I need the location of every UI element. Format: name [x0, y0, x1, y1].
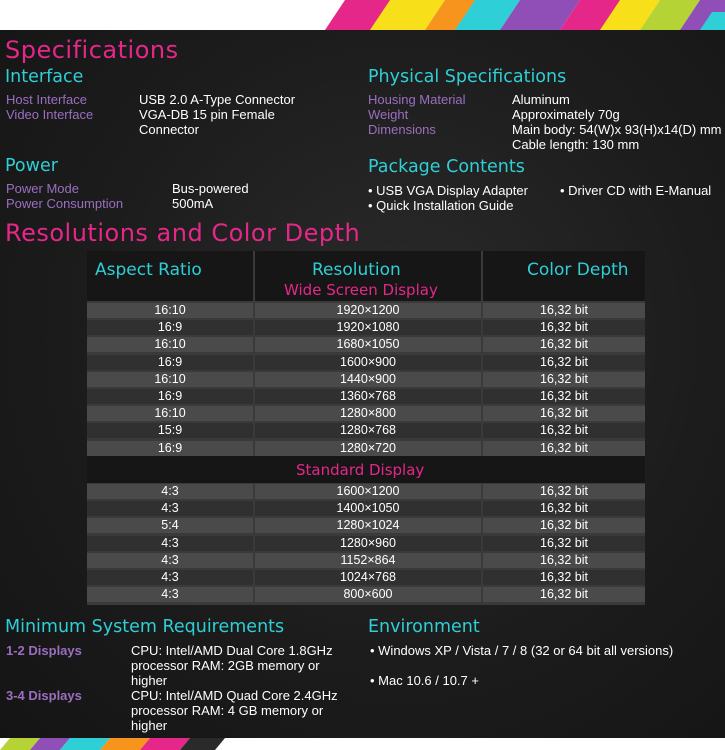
displays-1-2-label: 1-2 Displays	[6, 643, 82, 658]
table-row	[87, 337, 645, 352]
weight-label: Weight	[368, 107, 409, 122]
resolution-cell: 1440×900	[255, 372, 481, 387]
color-depth-cell: 16,32 bit	[483, 423, 645, 438]
aspect-ratio-cell: 16:10	[87, 303, 253, 318]
displays-3-4-label: 3-4 Displays	[6, 688, 82, 703]
aspect-ratio-cell: 4:3	[87, 484, 253, 499]
color-depth-cell: 16,32 bit	[483, 484, 645, 499]
color-depth-cell: 16,32 bit	[483, 389, 645, 404]
color-depth-header: Color Depth	[527, 260, 629, 280]
color-depth-cell: 16,32 bit	[483, 406, 645, 421]
table-row	[87, 406, 645, 421]
resolution-cell: 1680×1050	[255, 337, 481, 352]
host-interface-label: Host Interface	[6, 92, 87, 107]
resolution-table	[87, 251, 645, 605]
resolution-cell: 1152×864	[255, 553, 481, 568]
resolution-cell: 1280×800	[255, 406, 481, 421]
power-consumption-label: Power Consumption	[6, 196, 124, 211]
power-consumption-value: 500mA	[172, 196, 214, 211]
package-item-usb-adapter: • USB VGA Display Adapter	[368, 183, 528, 198]
aspect-ratio-cell: 4:3	[87, 501, 253, 516]
displays-1-2-req-line1: CPU: Intel/AMD Dual Core 1.8GHz	[131, 643, 333, 658]
aspect-ratio-cell: 16:9	[87, 320, 253, 335]
housing-material-value: Aluminum	[512, 92, 570, 107]
physical-specifications-heading: Physical Specifications	[368, 67, 567, 87]
aspect-ratio-cell: 4:3	[87, 570, 253, 585]
resolution-cell: 1920×1080	[255, 320, 481, 335]
standard-display-section-title: Standard Display	[296, 461, 425, 479]
resolution-cell: 1920×1200	[255, 303, 481, 318]
displays-3-4-req-line2: processor RAM: 4 GB memory or	[131, 703, 324, 718]
color-depth-cell: 16,32 bit	[483, 355, 645, 370]
wide-screen-section-title: Wide Screen Display	[284, 281, 438, 299]
table-header-aspect-ratio	[87, 251, 253, 301]
aspect-ratio-header: Aspect Ratio	[95, 260, 202, 280]
host-interface-value: USB 2.0 A-Type Connector	[139, 92, 296, 107]
table-row	[87, 372, 645, 387]
displays-1-2-req-line2: processor RAM: 2GB memory or	[131, 658, 320, 673]
table-row	[87, 389, 645, 404]
displays-3-4-req-line1: CPU: Intel/AMD Quad Core 2.4GHz	[131, 688, 338, 703]
housing-material-label: Housing Material	[368, 92, 466, 107]
package-item-quick-guide: • Quick Installation Guide	[368, 198, 514, 213]
aspect-ratio-cell: 16:9	[87, 441, 253, 456]
table-row	[87, 501, 645, 516]
environment-windows: • Windows XP / Vista / 7 / 8 (32 or 64 bit all versions)	[370, 643, 674, 658]
video-interface-value-line2: Connector	[139, 122, 199, 137]
standard-display-band	[87, 456, 645, 483]
table-row	[87, 518, 645, 533]
package-item-driver-cd: • Driver CD with E-Manual	[560, 183, 712, 198]
resolution-cell: 1360×768	[255, 389, 481, 404]
table-row	[87, 570, 645, 585]
power-heading: Power	[5, 156, 58, 176]
resolution-cell: 1280×768	[255, 423, 481, 438]
bottom-stripe-banner	[0, 738, 725, 750]
aspect-ratio-cell: 16:10	[87, 372, 253, 387]
dimensions-label: Dimensions	[368, 122, 436, 137]
interface-heading: Interface	[5, 67, 84, 87]
color-depth-cell: 16,32 bit	[483, 303, 645, 318]
aspect-ratio-cell: 15:9	[87, 423, 253, 438]
aspect-ratio-cell: 5:4	[87, 518, 253, 533]
color-depth-cell: 16,32 bit	[483, 441, 645, 456]
table-row	[87, 536, 645, 551]
dimensions-value-line2: Cable length: 130 mm	[512, 137, 640, 152]
aspect-ratio-cell: 4:3	[87, 587, 253, 602]
color-depth-cell: 16,32 bit	[483, 372, 645, 387]
color-depth-cell: 16,32 bit	[483, 518, 645, 533]
resolution-cell: 1400×1050	[255, 501, 481, 516]
minimum-requirements-heading: Minimum System Requirements	[5, 617, 285, 637]
color-depth-cell: 16,32 bit	[483, 501, 645, 516]
specifications-heading: Specifications	[5, 36, 179, 64]
aspect-ratio-cell: 4:3	[87, 536, 253, 551]
color-depth-cell: 16,32 bit	[483, 587, 645, 602]
resolution-cell: 1600×1200	[255, 484, 481, 499]
color-depth-cell: 16,32 bit	[483, 570, 645, 585]
environment-heading: Environment	[368, 617, 480, 637]
resolutions-heading: Resolutions and Color Depth	[5, 219, 361, 247]
color-depth-cell: 16,32 bit	[483, 320, 645, 335]
power-mode-value: Bus-powered	[172, 181, 249, 196]
dimensions-value-line1: Main body: 54(W)x 93(H)x14(D) mm	[512, 122, 722, 137]
displays-1-2-req-line3: higher	[131, 673, 168, 688]
aspect-ratio-cell: 16:10	[87, 337, 253, 352]
color-depth-cell: 16,32 bit	[483, 337, 645, 352]
aspect-ratio-cell: 16:9	[87, 389, 253, 404]
top-stripe-banner	[0, 0, 725, 30]
table-row	[87, 441, 645, 456]
resolution-cell: 1280×720	[255, 441, 481, 456]
table-row	[87, 587, 645, 602]
aspect-ratio-cell: 4:3	[87, 553, 253, 568]
color-depth-cell: 16,32 bit	[483, 536, 645, 551]
table-row	[87, 484, 645, 499]
table-row	[87, 355, 645, 370]
video-interface-value-line1: VGA-DB 15 pin Female	[139, 107, 275, 122]
power-mode-label: Power Mode	[6, 181, 79, 196]
aspect-ratio-cell: 16:10	[87, 406, 253, 421]
displays-3-4-req-line3: higher	[131, 718, 168, 733]
video-interface-label: Video Interface	[6, 107, 94, 122]
table-row	[87, 553, 645, 568]
resolution-header: Resolution	[312, 260, 401, 280]
package-contents-heading: Package Contents	[368, 157, 525, 177]
table-header-resolution	[255, 251, 481, 301]
aspect-ratio-cell: 16:9	[87, 355, 253, 370]
table-row	[87, 303, 645, 318]
resolution-cell: 1024×768	[255, 570, 481, 585]
table-row	[87, 320, 645, 335]
environment-mac: • Mac 10.6 / 10.7 +	[370, 673, 479, 688]
resolution-cell: 1280×960	[255, 536, 481, 551]
table-row	[87, 423, 645, 438]
resolution-cell: 800×600	[255, 587, 481, 602]
resolution-cell: 1600×900	[255, 355, 481, 370]
color-depth-cell: 16,32 bit	[483, 553, 645, 568]
resolution-cell: 1280×1024	[255, 518, 481, 533]
table-header-color-depth	[483, 251, 645, 301]
weight-value: Approximately 70g	[512, 107, 620, 122]
